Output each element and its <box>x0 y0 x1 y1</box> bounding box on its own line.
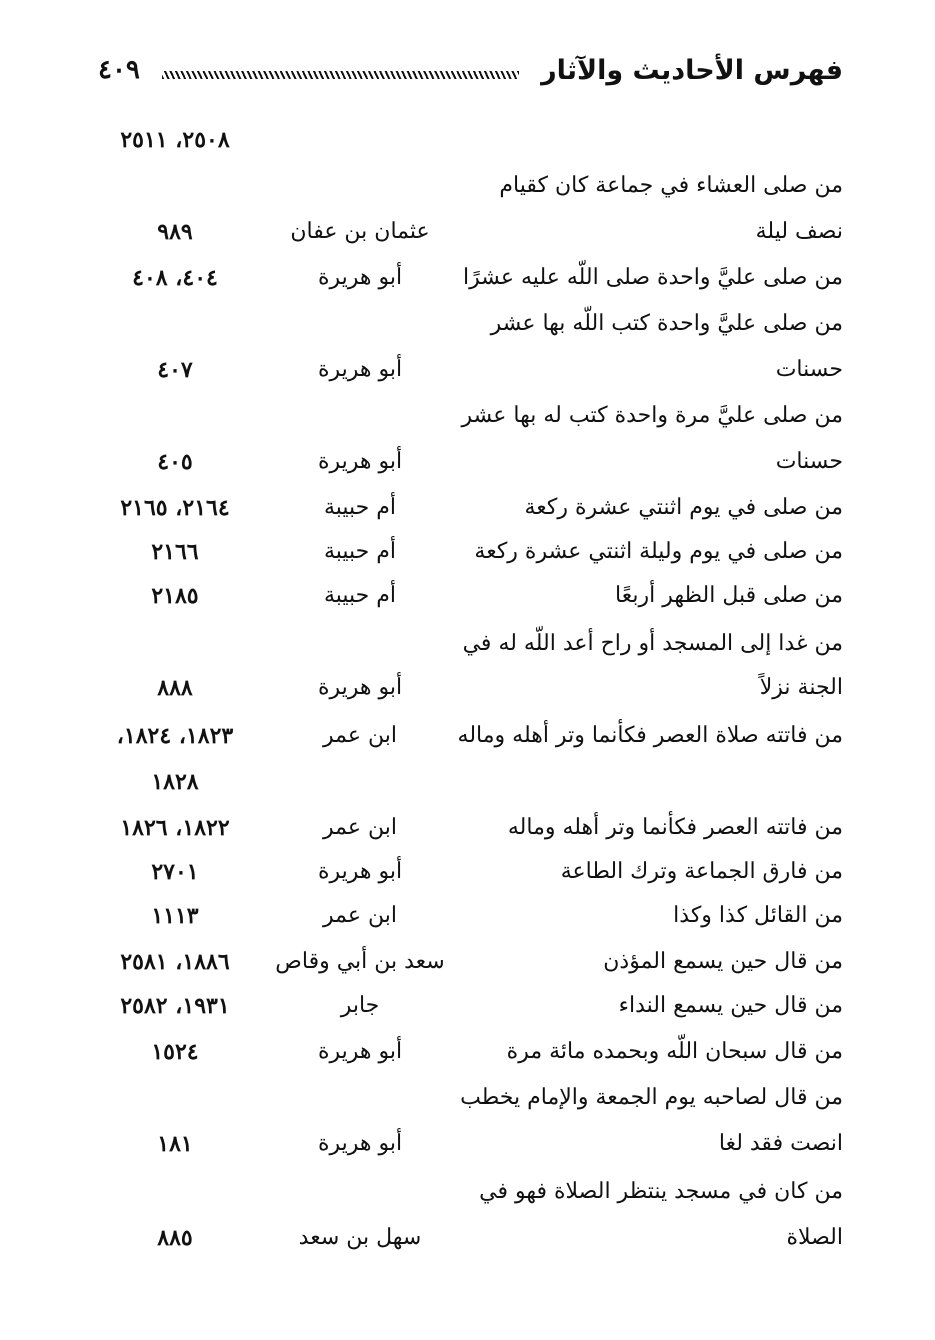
narrator-name: أبو هريرة <box>317 357 403 382</box>
narrator-name: جابر <box>340 993 380 1018</box>
narrator-name: أبو هريرة <box>317 265 403 290</box>
index-row <box>0 210 935 254</box>
narrator-name: ابن عمر <box>323 903 397 928</box>
index-row <box>0 666 935 710</box>
index-row <box>0 984 935 1028</box>
narrator-name: أبو هريرة <box>317 859 403 884</box>
index-row <box>0 622 935 666</box>
reference-numbers: ٢١٦٦ <box>151 539 199 565</box>
index-row <box>0 894 935 938</box>
index-row <box>0 760 935 804</box>
reference-numbers: ٤٠٧ <box>157 357 193 383</box>
narrator-name: ابن عمر <box>323 815 397 840</box>
hadith-text: من قال حين يسمع المؤذن <box>603 949 843 974</box>
index-row <box>0 348 935 392</box>
index-row <box>0 806 935 850</box>
index-row <box>0 850 935 894</box>
reference-numbers: ١٩٣١، ٢٥٨٢ <box>120 993 230 1019</box>
hadith-text: من كان في مسجد ينتظر الصلاة فهو في <box>479 1179 843 1204</box>
narrator-name: سهل بن سعد <box>298 1225 422 1250</box>
index-row <box>0 164 935 208</box>
hadith-text: من قال لصاحبه يوم الجمعة والإمام يخطب <box>460 1085 843 1110</box>
running-title: فهرس الأحاديث والآثار <box>541 54 843 86</box>
hadith-text: من فاتته العصر فكأنما وتر أهله وماله <box>507 815 843 840</box>
reference-numbers: ٢٥٠٨، ٢٥١١ <box>120 127 230 153</box>
index-row <box>0 486 935 530</box>
hadith-text: الجنة نزلاً <box>759 675 843 700</box>
reference-numbers: ١٥٢٤ <box>151 1039 199 1065</box>
reference-numbers: ١٨١ <box>157 1131 193 1157</box>
index-row <box>0 1122 935 1166</box>
narrator-name: عثمان بن عفان <box>290 219 430 244</box>
reference-numbers: ٨٨٥ <box>157 1225 193 1251</box>
narrator-name: أبو هريرة <box>317 449 403 474</box>
reference-numbers: ١١١٣ <box>151 903 199 929</box>
index-row <box>0 574 935 618</box>
index-row <box>0 940 935 984</box>
reference-numbers: ١٨٨٦، ٢٥٨١ <box>120 949 230 975</box>
hadith-text: من قال حين يسمع النداء <box>618 993 843 1018</box>
hadith-text: من صلى عليَّ مرة واحدة كتب له بها عشر <box>461 403 843 428</box>
reference-numbers: ٤٠٤، ٤٠٨ <box>132 265 218 291</box>
hadith-text: من صلى في يوم اثنتي عشرة ركعة <box>524 495 843 520</box>
reference-numbers: ١٨٢٣، ١٨٢٤، <box>116 723 234 749</box>
hadith-text: من صلى في يوم وليلة اثنتي عشرة ركعة <box>474 539 843 564</box>
narrator-name: أم حبيبة <box>323 495 397 520</box>
reference-numbers: ٢١٨٥ <box>151 583 199 609</box>
hadith-text: الصلاة <box>786 1225 843 1250</box>
index-row <box>0 1030 935 1074</box>
hadith-text: من غدا إلى المسجد أو راح أعد اللّه له في <box>462 631 843 656</box>
index-row <box>0 1216 935 1260</box>
reference-numbers: ٨٨٨ <box>157 675 193 701</box>
page-number: ٤٠٩ <box>98 55 140 85</box>
hadith-text: حسنات <box>775 449 843 474</box>
hadith-text: من فاتته صلاة العصر فكأنما وتر أهله وماله <box>457 723 843 748</box>
narrator-name: أبو هريرة <box>317 1131 403 1156</box>
index-row <box>0 714 935 758</box>
reference-numbers: ٤٠٥ <box>157 449 193 475</box>
reference-numbers: ٢١٦٤، ٢١٦٥ <box>120 495 230 521</box>
hadith-text: من صلى العشاء في جماعة كان كقيام <box>499 173 843 198</box>
reference-numbers: ١٨٢٨ <box>151 769 199 795</box>
index-row <box>0 302 935 346</box>
hadith-text: من فارق الجماعة وترك الطاعة <box>560 859 843 884</box>
index-row <box>0 394 935 438</box>
reference-numbers: ٩٨٩ <box>157 219 193 245</box>
narrator-name: أم حبيبة <box>323 583 397 608</box>
narrator-name: ابن عمر <box>323 723 397 748</box>
index-row <box>0 440 935 484</box>
hadith-text: من قال سبحان اللّه وبحمده مائة مرة <box>506 1039 843 1064</box>
hadith-text: نصف ليلة <box>755 219 843 244</box>
narrator-name: أبو هريرة <box>317 675 403 700</box>
index-row <box>0 1170 935 1214</box>
narrator-name: سعد بن أبي وقاص <box>275 949 445 974</box>
index-row <box>0 530 935 574</box>
narrator-name: أبو هريرة <box>317 1039 403 1064</box>
hadith-text: من صلى عليَّ واحدة صلى اللّه عليه عشرًا <box>463 265 843 290</box>
reference-numbers: ١٨٢٢، ١٨٢٦ <box>120 815 230 841</box>
narrator-name: أم حبيبة <box>323 539 397 564</box>
reference-numbers: ٢٧٠١ <box>151 859 199 885</box>
hadith-text: من القائل كذا وكذا <box>673 903 843 928</box>
hadith-text: من صلى قبل الظهر أربعًا <box>615 583 843 608</box>
index-row <box>0 1076 935 1120</box>
hadith-text: انصت فقد لغا <box>718 1131 843 1156</box>
hadith-text: حسنات <box>775 357 843 382</box>
index-row <box>0 118 935 162</box>
index-row <box>0 256 935 300</box>
hadith-text: من صلى عليَّ واحدة كتب اللّه بها عشر <box>490 311 843 336</box>
